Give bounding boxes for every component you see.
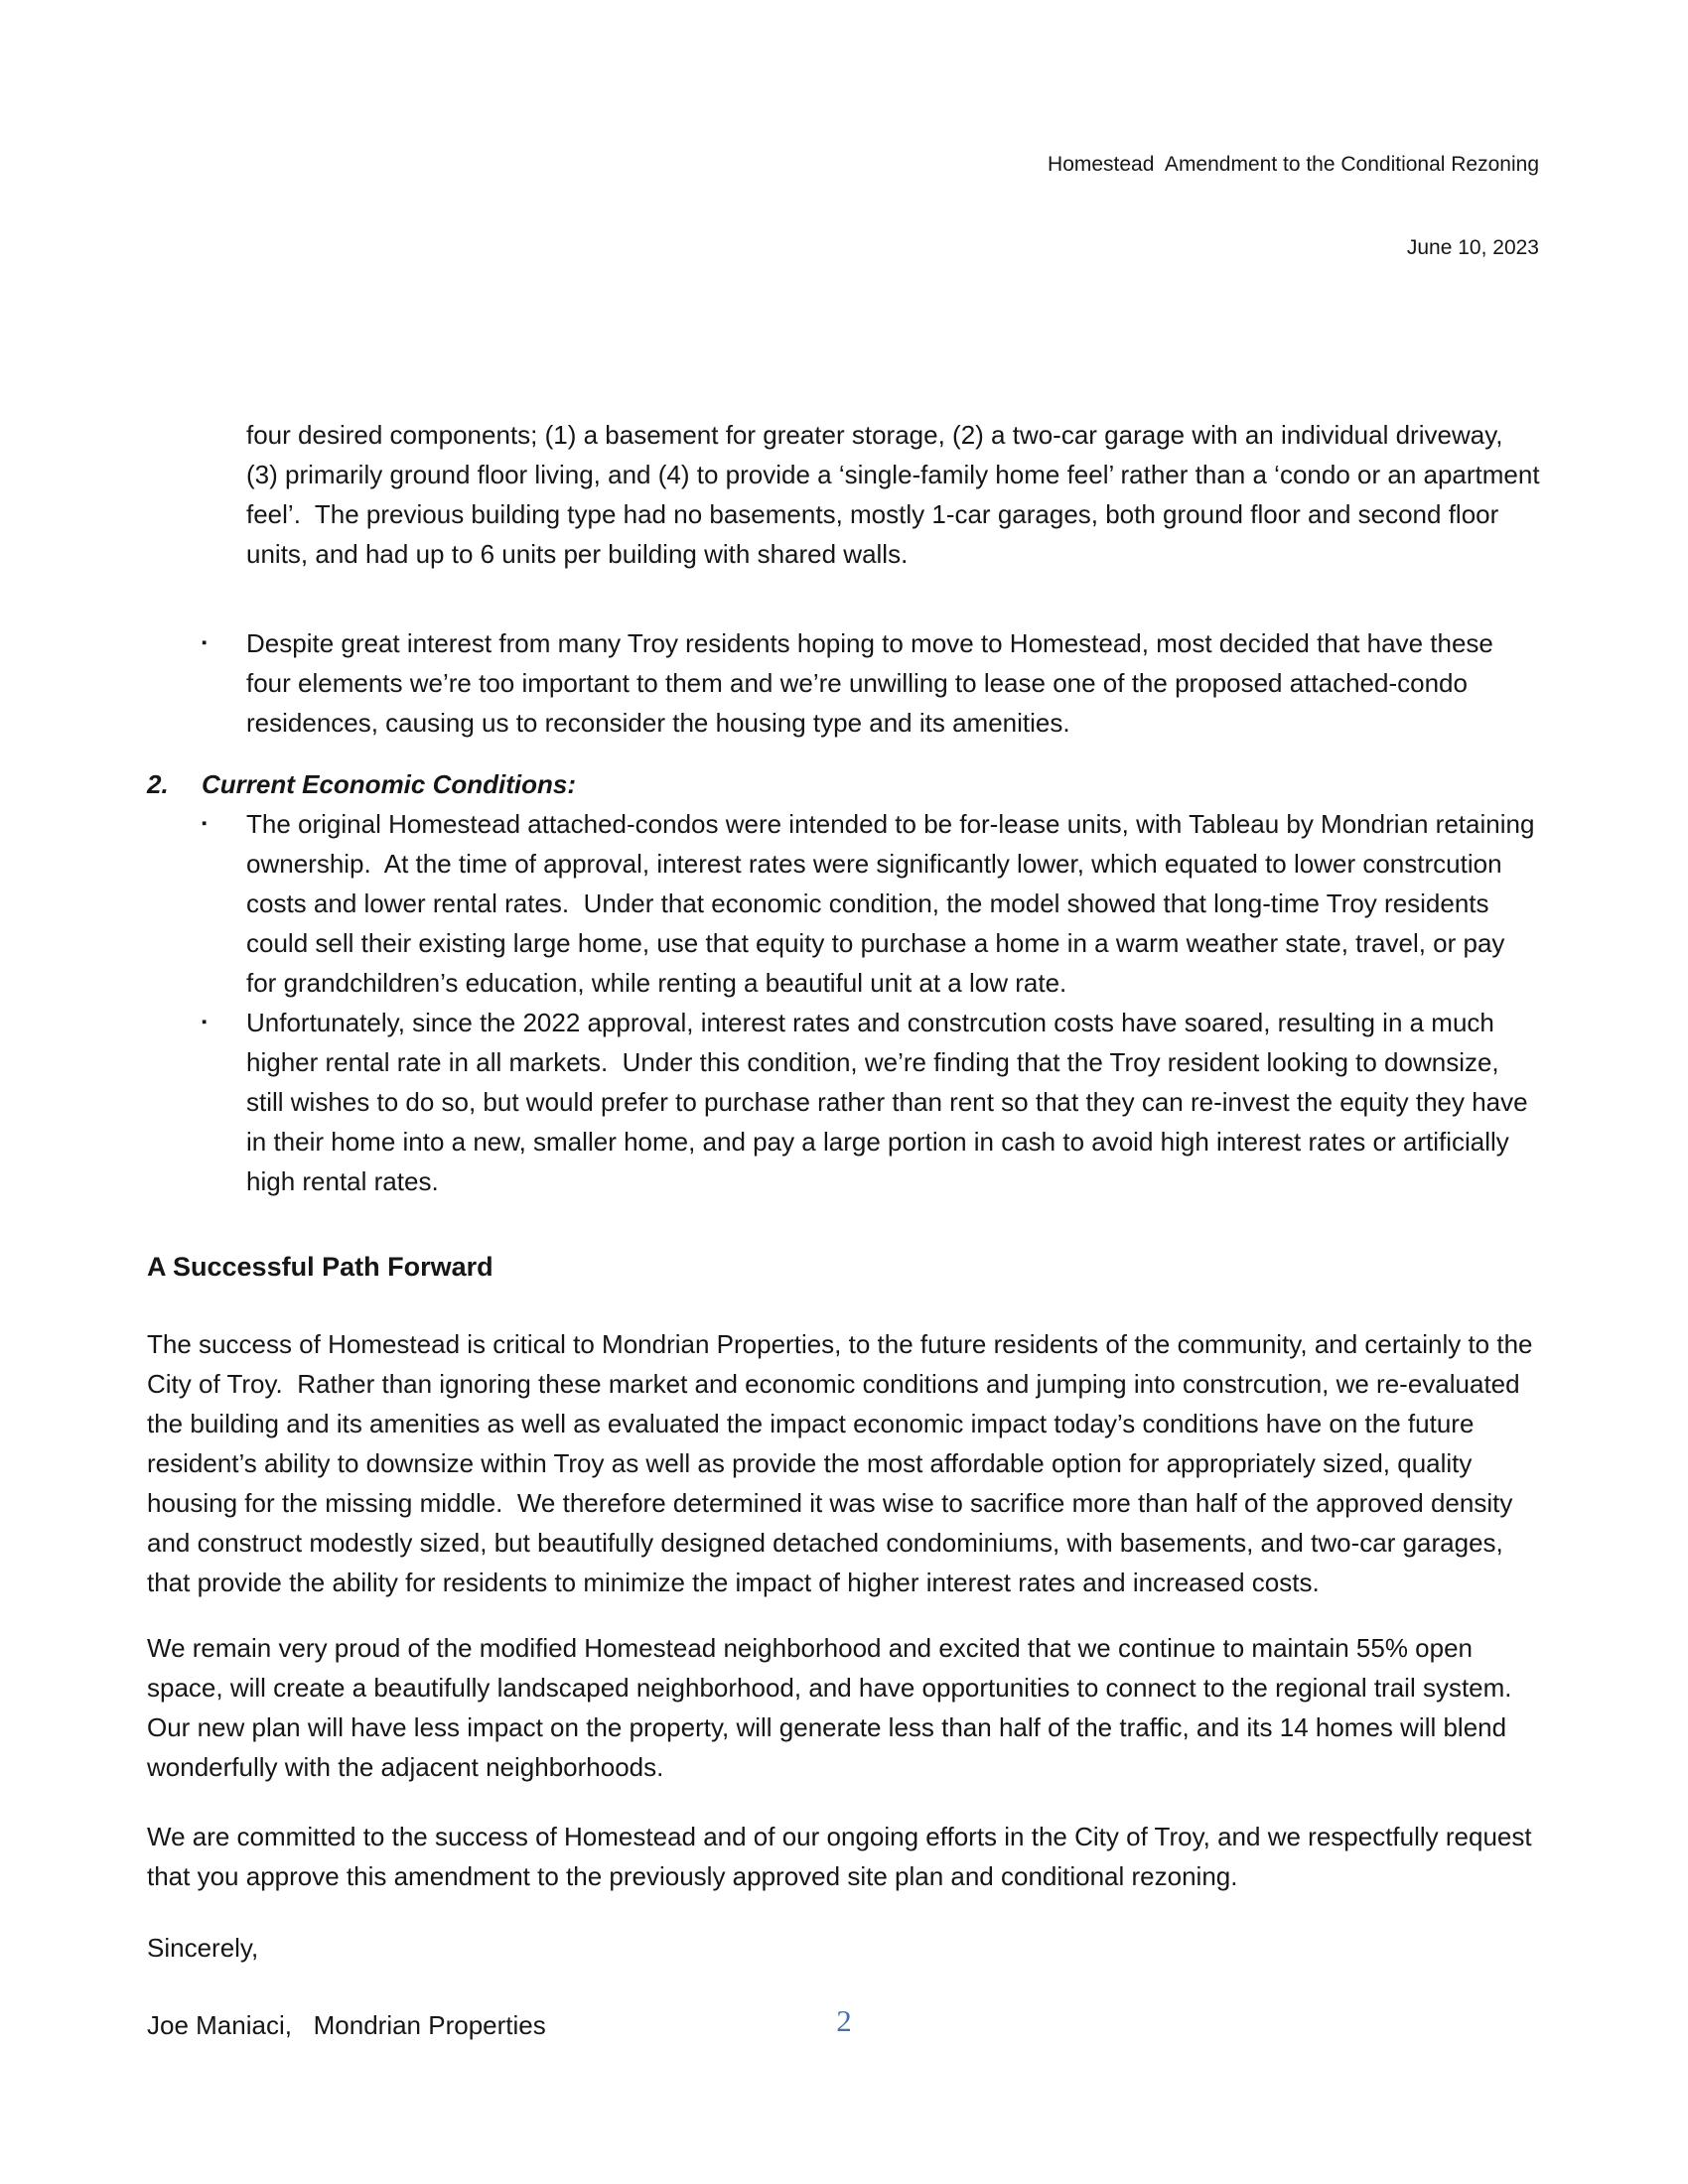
section-number: 2. [147,769,169,799]
section-heading [147,764,1541,804]
bullet-text: The original Homestead attached-condos were intended to be for-lease units, with Tableau by Mondrian retaining ownership. At the time of approval, interest rates were significantly lower, which equated to lower constrcution costs and lower rental rates. Under that economic condition, the model showed that long-time Troy residents could sell their existing large home, use that equity to purchase a home in a warm weather state, travel, or pay for grandchildren’s education, while renting a beautiful unit at a low rate. [246,809,1542,998]
intro-bullet-list [147,623,1541,743]
square-bullet-icon: ▪ [202,634,208,651]
signature-line: Joe Maniaci, Mondrian Properties [147,2010,546,2040]
header-date: June 10, 2023 [1406,236,1539,259]
square-bullet-icon: ▪ [202,1014,208,1030]
document-header [0,0,1688,318]
body-paragraph: We remain very proud of the modified Homestead neighborhood and excited that we continue to maintain 55% open space, will create a beautifully landscaped neighborhood, and have opportunities to connect to the regional trail system. Our new plan will have less impact on the property, will generate less than half of the traffic, and its 14 homes will blend wonderfully with the adjacent neighborhoods. [147,1633,1526,1782]
list-item [202,1003,1541,1201]
section-bullet-list [147,804,1541,1201]
list-item [202,623,1541,743]
bullet-text: Unfortunately, since the 2022 approval, interest rates and constrcution costs have soared, resulting in a much higher rental rate in all markets. Under this condition, we’re finding that the Troy resident looking to downsize, still wishes to do so, but would prefer to purchase rather than rent so that they can re-invest the equity they have in their home into a new, smaller home, and pay a large portion in cash to avoid high interest rates or artificially high rental rates. [246,1008,1535,1196]
page-number: 2 [836,2003,852,2038]
document-body [0,415,1688,2045]
continuation-paragraph: four desired components; (1) a basement for greater storage, (2) a two-car garage with an individual driveway, (3) primarily ground floor living, and (4) to provide a ‘single-family home feel’ rather than a ‘condo or an apartment feel’. The previous building type had no basements, mostly 1-car garages, both ground floor and second floor units, and had up to 6 units per building with shared walls. [246,420,1547,569]
section-title: Current Economic Conditions: [202,769,576,799]
body-paragraph: The success of Homestead is critical to Mondrian Properties, to the future residents of the community, and certainly to the City of Troy. Rather than ignoring these market and economic conditions and jumping into constrcution, we re-evaluated the building and its amenities as well as evaluated the impact economic impact today’s conditions have on the future resident’s ability to downsize within Troy as well as provide the most affordable option for appropriately sized, quality housing for the missing middle. We therefore determined it was wise to sacrifice more than half of the approved density and construct modestly sized, but beautifully designed detached condominiums, with basements, and two-car garages, that provide the ability for residents to minimize the impact of higher interest rates and increased costs. [147,1329,1540,1597]
bullet-text: Despite great interest from many Troy residents hoping to move to Homestead, most decided that have these four elements we’re too important to them and we’re unwilling to lease one of the proposed attached-condo residences, causing us to reconsider the housing type and its amenities. [246,628,1501,738]
body-paragraph: We are committed to the success of Homestead and of our ongoing efforts in the City of Troy, and we respectfully request that you approve this amendment to the previously approved site plan and conditional rezoning. [147,1822,1539,1891]
list-item [202,804,1541,1003]
path-forward-heading: A Successful Path Forward [147,1252,493,1282]
square-bullet-icon: ▪ [202,815,208,832]
header-title: Homestead Amendment to the Conditional Rezoning [1048,153,1539,176]
salutation: Sincerely, [147,1933,259,1963]
